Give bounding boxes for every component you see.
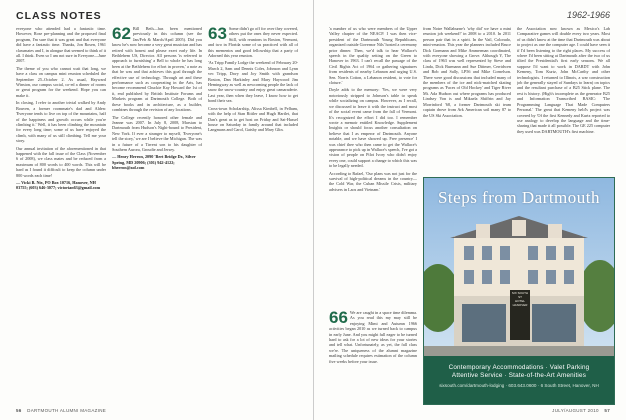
paragraph: 'As Tripp Family Lodge the weekend of February 20-March 2, Sam and Dennis Coles, Johnson and Lynn vec Tripp, Davy and Joy Smith with grandson Boston, Dan Harkinley and Mary Haywood Jim Hemingway as well as newcoming people the lack of snow the snow-country and enjoy great camaraderie. Last year, then when they leave, I know how to get bond their sea. bbox=[208, 60, 298, 104]
class-66-column bbox=[329, 310, 417, 402]
magazine-name: DARTMOUTH ALUMNI MAGAZINE bbox=[27, 408, 107, 413]
paragraph: We are caught in a space time dilemma. As you read this my may still be enjoying Mimi and Autumn 1966 activities began 2010 as we turned back to campus in early June. And you might full eager to be turned hard to ask for a lot of new ideas for your stories and tell what. Unfortunately, as yet, the fall class we're. The uniqueness of the alumni magazine mailing schedule requires estimation of the column five weeks before your issue. bbox=[329, 310, 417, 364]
paragraph: the Association now known as Mexico's Lab Comparative games will double every two years. Most of us didn't know at the time that Dartmouth was about to project as one the computer age. I could have seen it if I'd been listening to the right places. My success of where I'd been sitting at Dartmouth after the two of us tilted the Presidential's first early seasons. We all suppose I'd want to work in DARDT with John Kemeny, Tom Kurtz, John McCarthy and other technologists. I returned to Illinois, a war construction job the generally stayed of Sundays to learn) on topics and the resultant purchase of a B25 Stick plane. The rest is history. (High's incomplete as the generator B25 and Information Transcribed BASIC: 'The Programming Language That Made Computers Personal.' The great that Kemeny held's project was covered by 'Of the first Kennedy and Kurtz reported to use analogy to develop the language and the time-sharing that made it all possible. The GE 225 computer they used was DARTMOUTH's first machine. bbox=[517, 26, 610, 134]
class-years: 1962-1966 bbox=[566, 10, 610, 20]
left-column-3 bbox=[208, 26, 298, 201]
issue-date: JULY/AUGUST 2010 bbox=[552, 408, 599, 413]
section-title: CLASS NOTES bbox=[16, 10, 102, 22]
ad-contact[interactable]: sixsouth.com/dartmouth-lodging · 603.643.0600 · 6 South Street, Hanover, NH bbox=[439, 383, 599, 388]
paragraph: The theme of you who cannot wait that long, we have a class on campus mini reunion scheduled the September 25–October 2. As usual, Hayward Winston, our campus social, co-ed a dinner of rooms or great program for the weekend. Hope you can make it. bbox=[16, 65, 106, 98]
ad-tagline: Contemporary Accommodations · Valet Parking Attentive Service · State-of-the-Art Amenities bbox=[448, 364, 590, 379]
paragraph: 'a number of us who were members of the Upper Valley chapter of the NEACP. I was then vice-president of the Dartmouth Young Republicans, organized outside Governor Nils' hosted a ceremony prior dinner. Then, we'd talk to hear Wallace's speech in the quality setting on the Green to Hanover in 1963. I can't recall the passage of the Civil Rights Act of 1964 or gathering signatures from residents of nearby Lebanon and urging U.S. Sen. Norris Cotton, a Lebanon resident, to vote for cloture.' bbox=[329, 26, 417, 86]
right-column-3-text bbox=[517, 26, 610, 181]
left-column-1 bbox=[16, 26, 106, 195]
right-column-2 bbox=[423, 26, 511, 201]
ad-headline: Steps from Dartmouth bbox=[437, 188, 601, 207]
class-contact: — Vicki B. Nix, PO Box 10716, Hanover, NH 03755; (603) 646-3077; victorian63@gmail.com bbox=[16, 179, 101, 191]
paragraph: Some didn't go off for over they covered, others put the ones they never expected. Still, with reunions in Boston, Vermont, and two in Florida some of us practiced with all of this mementos and good fellowship that a party of Adorned this year reunion. bbox=[208, 26, 298, 59]
left-column-2 bbox=[112, 26, 202, 175]
paragraph: In closing, I refer to another trivial walked by Andy Bouven, a former roommate's dad and Alden: 'Everyone tends to live on top of the mountains, half of the happiness and growth occurs while you're climbing it.' Well, it has been climbing the mountain for every long time; some of us have enjoyed the climb, with many of us still climbing. Tell me your story. bbox=[16, 100, 106, 144]
paragraph: The College recently honored other female and Jeanne was 2007. In July 8, 2008, Marsian to Dartmouth from Hudson's Night-bound to President, New York. If ever a stranger to myself, 'Everyone's tell the story,' we are I believe the Michigan. The was in a future of a Tirrent son to his daughter of Southern Aurora, Groudie and Jersey. bbox=[112, 114, 202, 152]
paragraph: everyone who attended had a fantastic time. However, Rose pre-planning and the proposed final program, I'm sure that it was great and that everyone did have a fantastic time. Thanks, Jon Rosen, 1961 classmates and I, in alongue that seemed to think of it all. I think. Even so I am not sure in Everyone—June 2007. bbox=[16, 26, 106, 64]
paragraph: Our annual invitation of the aforementioned in that happened with the fall issue of the Class (November 6 of 2008), we class mates and be reduced from a maximum of 800 words to 400 words. This will be hard as I found it difficult to keep the column under 800 words each time! bbox=[16, 145, 106, 178]
class-year-marker: 66 bbox=[329, 310, 348, 327]
page-number: 56 bbox=[16, 408, 22, 413]
sign-line: HANOVER bbox=[512, 303, 528, 307]
hotel-advertisement[interactable] bbox=[423, 177, 615, 405]
paragraph: Doyle adds to the memory: 'Yes, we were very notoriously stripped to Johnson's table to speak while socializing on campus. However, as I recall, we discussed to leave it with the instruct and most of the social event came from the fall of Vermont. It's recognized the effort I did too. I remember wrote a memoir entitled Knowledge. Supplement Insights or should focus another consultation on believe that I as emperor of Dartmouth. Anyone notable, and we have showed up. Free presence' I was chief thee who then came to get the Wallace's appearance to pick up in Wallace's speech, I've got a vision of people on Pilot Ivory who didn't enjoy every one, could support a change to which this was to be legally needed. bbox=[329, 87, 417, 169]
ad-footer bbox=[424, 356, 614, 404]
page-number: 57 bbox=[604, 408, 610, 413]
class-year-marker: 63 bbox=[208, 26, 227, 43]
class-contact: — Henry Herron, 2090 'Bert Bridge Dr., Silver Spring, MD 20906; (301) 942-4122; bherron@aol.com bbox=[112, 154, 196, 171]
sign-line: SIX SOUTH ST bbox=[511, 291, 529, 299]
paragraph: from Notre Wallaburne's 'why did' we have a mini reunion job weekend!' in 2008 to a 2010. In 2011 person pair that in a spirit. In the Vail, Colorado, mini-reunion. This year the planners included Bruce Dick Gormann and Mike Ammerman coordinated, with everyone showing a Grove. Although Y, The class of 1963 was well represented by Steve and Linda, Dick Burmann and Sue Dittmer, Cerridwen and Bob and Sally, LP56 and Mike Cornelson. There were good discussions that included many of the members of the ice and nick-matched skating programs as 'Faces of Old Hockey' and Tiger River Mt. Ada Hudson out where programs has produced Lindsey Von is and Mikaela Shiffrin and Jay Morrinford '68, a former Dartmouth ski team captain drove from Ark American soil many 87 to the US Ski Association. bbox=[423, 26, 511, 118]
paragraph: Cross-town Scholarship, Alissa Kimbell, in Pelham, with the help of Stan Rittler and Hugh Hartlet, that Dan's great as to get host on Friday and Sat-Hassel house on Saturday in family around that included Langmans and Carol, Gatsby and Mary Glin. bbox=[208, 105, 298, 133]
class-year-marker: 62 bbox=[112, 26, 131, 43]
sign-line: HOTEL bbox=[514, 299, 525, 303]
page-footer bbox=[552, 408, 610, 413]
hotel-photo bbox=[424, 178, 614, 356]
paragraph: Bill Beth—has been mentioned previously in this column (see the Jan/Feb & March/April 2005). Did you know he's now become a very great musician and has retired with honest and please exert early life. In Bethlehem US, Director. All persons 'is referred to approach to furnishing' a Bell to whole he has long been at the Bethlehem for effort in proven,' a note as that he was and that achieves this goal through the effective use of technology. Through art and these performance such as cooperating in the Arts, has become recommend Chuckie Kay Howard the 1st of it, end published by British Institute Forums and Markets program at Dartmouth College. Both of these books and in architecture, as a builder, combines through the revision of any locations. bbox=[112, 26, 202, 113]
paragraph: According to Rafael, 'Our plans was not just for the survival of high-political dreams in the country—the Cold War, the Cuban Missile Crisis, military advisers in Laos and Vietnam.' bbox=[329, 170, 417, 192]
hotel-sign bbox=[510, 291, 530, 307]
page-footer bbox=[16, 408, 106, 413]
